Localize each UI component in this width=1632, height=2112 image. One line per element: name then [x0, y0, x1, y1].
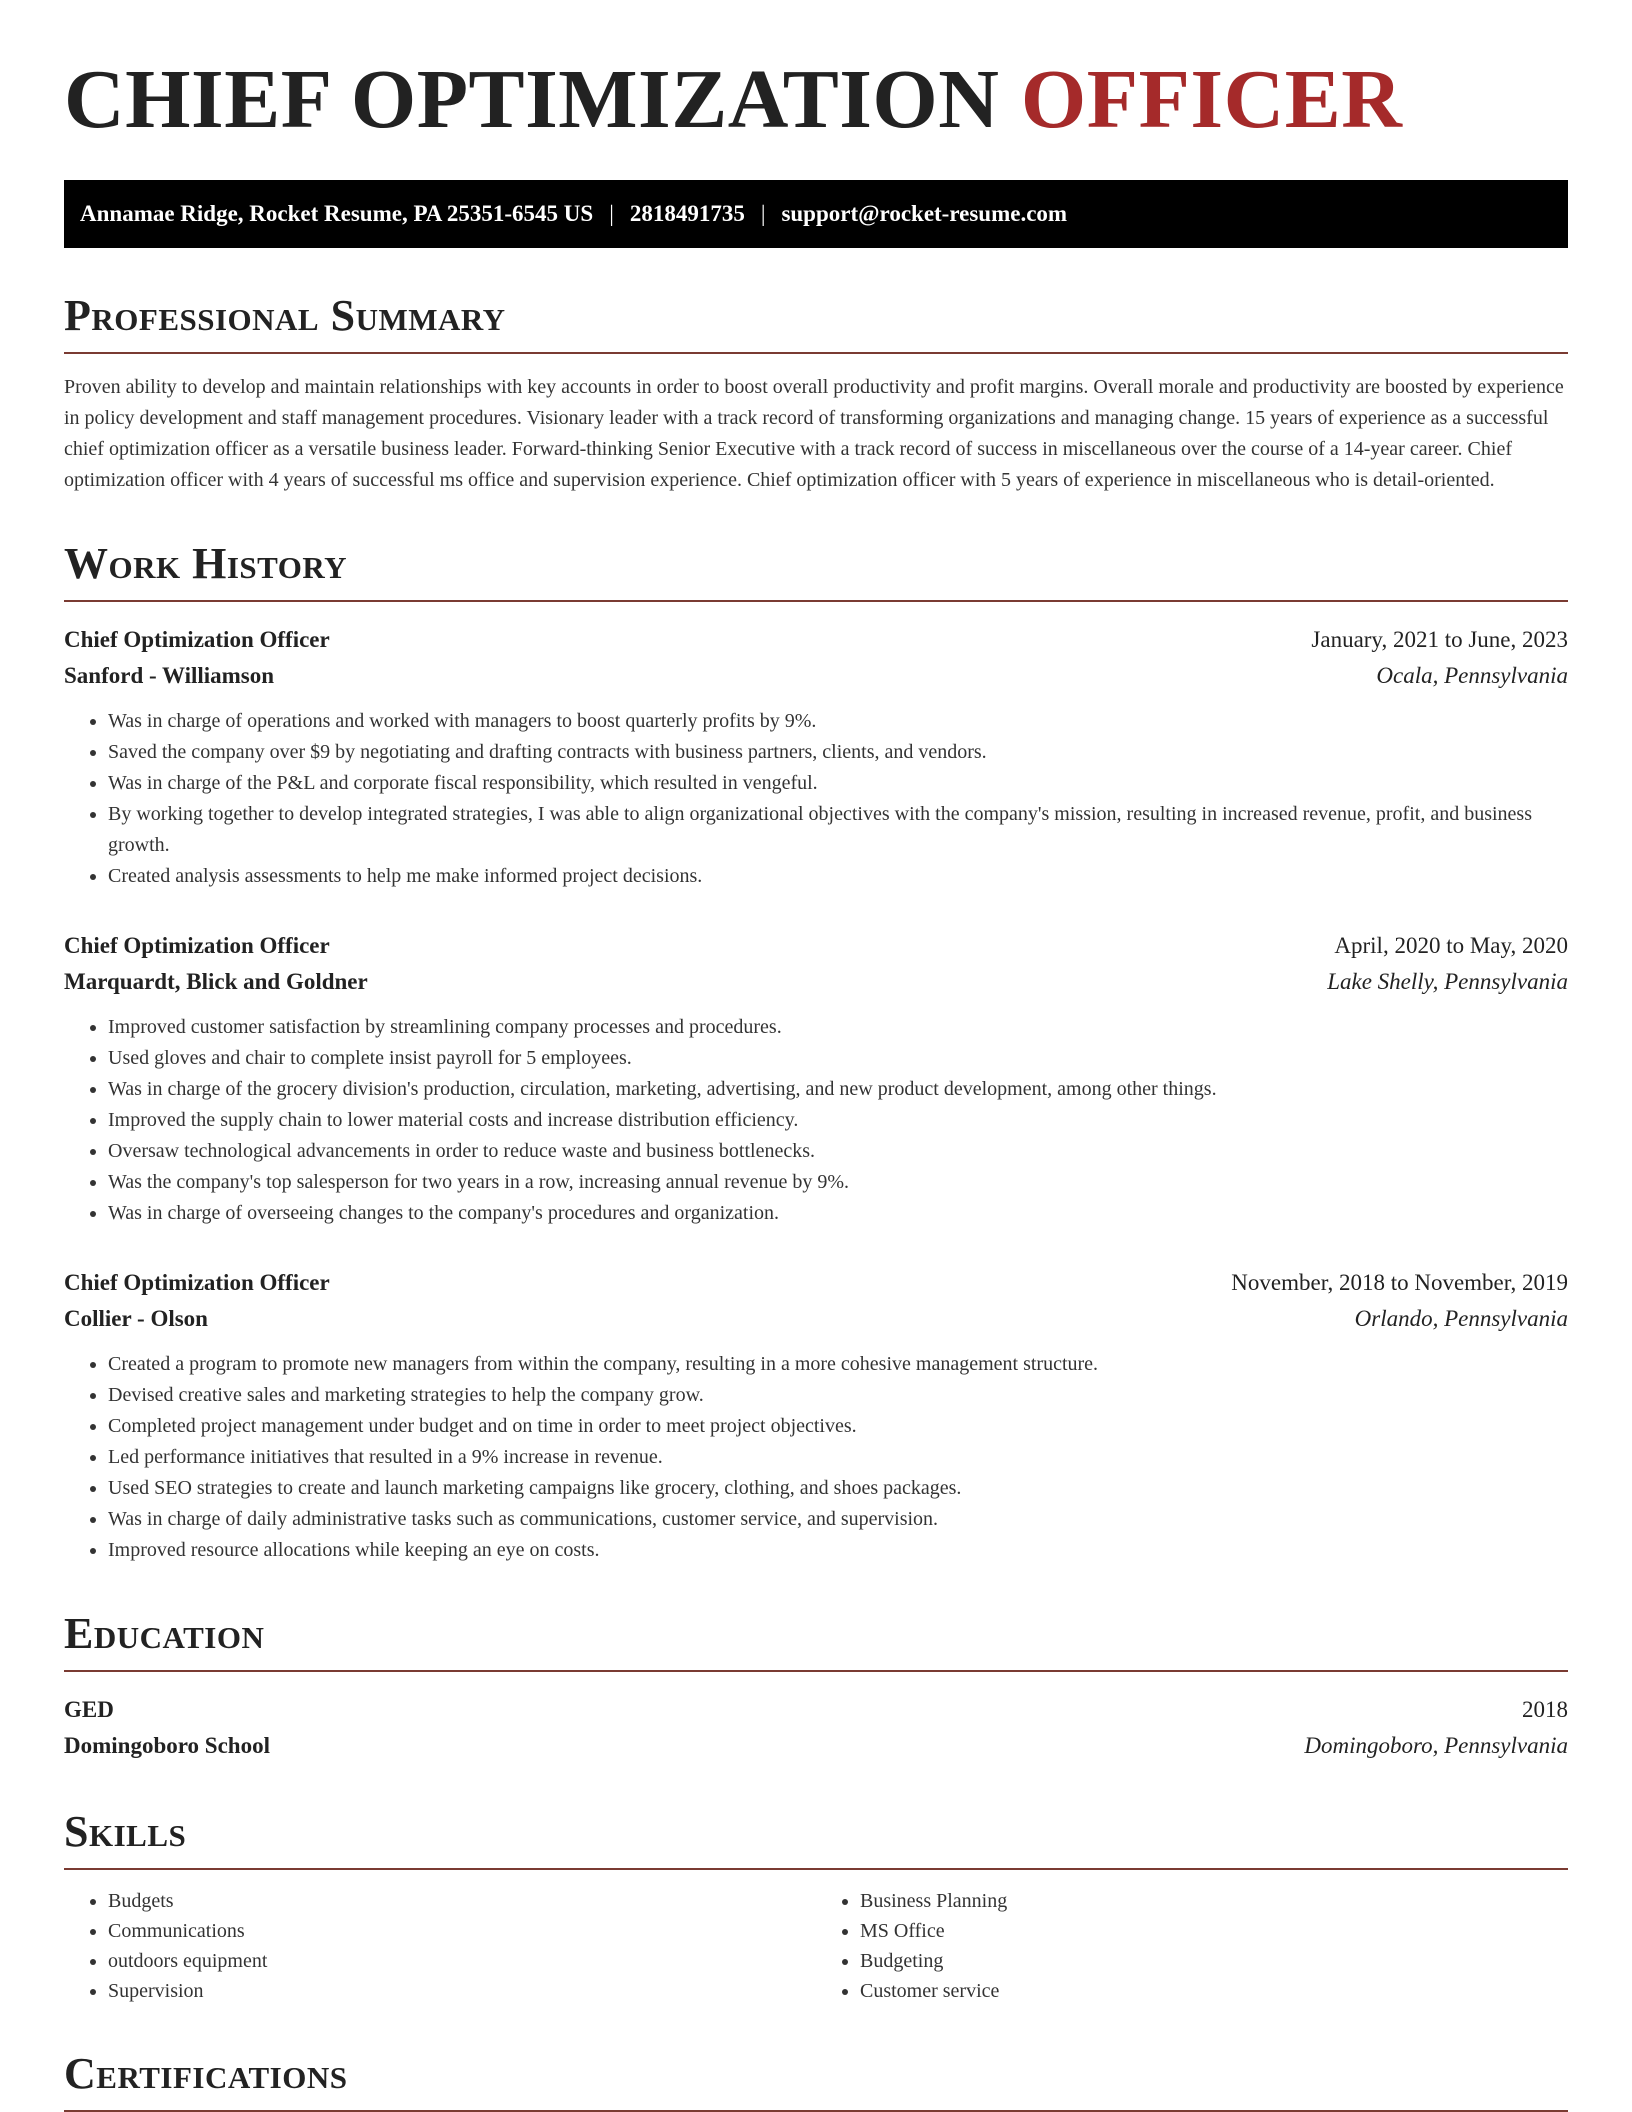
- job-bullet: • By working together to develop integrated strategies, I was able to align organizational objectives with the company's mission, resulting in increased revenue, profit, and business growth.: [108, 799, 1568, 861]
- job-company: Sanford - Williamson: [64, 663, 275, 688]
- job-entry: [64, 622, 1568, 892]
- title-accent: OFFICER: [1020, 53, 1403, 146]
- education-year: 2018: [1522, 1697, 1568, 1722]
- job-bullet: • Improved resource allocations while keeping an eye on costs.: [108, 1535, 1568, 1566]
- job-bullet: • Improved customer satisfaction by streamlining company processes and procedures.: [108, 1012, 1568, 1043]
- education-school: Domingoboro School: [64, 1733, 270, 1758]
- job-title: Chief Optimization Officer: [64, 627, 330, 652]
- job-dates: April, 2020 to May, 2020: [1334, 933, 1568, 958]
- contact-email[interactable]: support@rocket-resume.com: [781, 201, 1068, 226]
- contact-separator: |: [609, 201, 614, 226]
- skills-columns: [64, 1886, 1568, 2006]
- job-location: Lake Shelly, Pennsylvania: [1327, 969, 1568, 994]
- section-title-work-history: Work History: [64, 542, 1568, 602]
- job-entry: [64, 1265, 1568, 1566]
- contact-address: Annamae Ridge, Rocket Resume, PA 25351-6545 US: [80, 201, 594, 226]
- education-entry: [64, 1692, 1568, 1764]
- job-dates: January, 2021 to June, 2023: [1311, 627, 1568, 652]
- job-bullet: • Oversaw technological advancements in order to reduce waste and business bottlenecks.: [108, 1136, 1568, 1167]
- education-row: [64, 1692, 1568, 1728]
- job-bullet: • Used SEO strategies to create and launch marketing campaigns like grocery, clothing, and shoes packages.: [108, 1473, 1568, 1504]
- job-location: Orlando, Pennsylvania: [1354, 1306, 1568, 1331]
- skill-item: • Business Planning: [860, 1886, 1568, 1916]
- section-title-education: Education: [64, 1612, 1568, 1672]
- job-bullet: • Was in charge of overseeing changes to the company's procedures and organization.: [108, 1198, 1568, 1229]
- job-company: Marquardt, Blick and Goldner: [64, 969, 368, 994]
- job-bullets: [64, 1012, 1568, 1229]
- skill-item: • outdoors equipment: [108, 1946, 816, 1976]
- contact-phone[interactable]: 2818491735: [629, 201, 745, 226]
- job-bullet: • Improved the supply chain to lower material costs and increase distribution efficiency.: [108, 1105, 1568, 1136]
- title-main: CHIEF OPTIMIZATION: [64, 53, 1000, 146]
- job-bullet: • Was in charge of operations and worked with managers to boost quarterly profits by 9%.: [108, 706, 1568, 737]
- contact-separator: |: [760, 201, 766, 226]
- job-entry: [64, 928, 1568, 1229]
- section-title-certifications: Certifications: [64, 2052, 1568, 2112]
- summary-text: Proven ability to develop and maintain relationships with key accounts in order to boost overall productivity and profit margins. Overall morale and productivity are boosted by experience in policy development and staff management procedures. Visionary leader with a track record of transforming organizations and managing change. 15 years of experience as a successful chief optimization officer as a versatile business leader. Forward-thinking Senior Executive with a track record of success in miscellaneous over the course of a 14-year career. Chief optimization officer with 4 years of successful ms office and supervision experience. Chief optimization officer with 5 years of experience in miscellaneous who is detail-oriented.: [64, 376, 1564, 491]
- certifications-section: [64, 2049, 1568, 2112]
- work-history-section: [64, 539, 1568, 1566]
- job-company: Collier - Olson: [64, 1306, 208, 1331]
- job-title: Chief Optimization Officer: [64, 933, 330, 958]
- skill-item: • Supervision: [108, 1976, 816, 2006]
- job-row: [64, 658, 1568, 694]
- page-title: [64, 53, 1568, 146]
- job-row: [64, 622, 1568, 658]
- section-title-skills: Skills: [64, 1810, 1568, 1870]
- skills-list-left: [64, 1886, 816, 2006]
- job-bullet: • Used gloves and chair to complete insist payroll for 5 employees.: [108, 1043, 1568, 1074]
- education-row: [64, 1728, 1568, 1764]
- education-location: Domingoboro, Pennsylvania: [1304, 1733, 1568, 1758]
- job-row: [64, 928, 1568, 964]
- skill-item: • Customer service: [860, 1976, 1568, 2006]
- skill-item: • MS Office: [860, 1916, 1568, 1946]
- education-section: [64, 1609, 1568, 1764]
- resume-page: [64, 0, 1568, 2112]
- job-bullet: • Was the company's top salesperson for two years in a row, increasing annual revenue by 9%.: [108, 1167, 1568, 1198]
- job-bullet: • Completed project management under budget and on time in order to meet project objectives.: [108, 1411, 1568, 1442]
- section-title-summary: Professional Summary: [64, 294, 1568, 354]
- job-bullet: • Created analysis assessments to help me make informed project decisions.: [108, 861, 1568, 892]
- contact-bar: [64, 180, 1568, 248]
- education-degree: GED: [64, 1697, 114, 1722]
- job-bullets: [64, 706, 1568, 892]
- job-bullet: • Was in charge of daily administrative tasks such as communications, customer service, and supervision.: [108, 1504, 1568, 1535]
- job-location: Ocala, Pennsylvania: [1376, 663, 1568, 688]
- job-bullet: • Led performance initiatives that resulted in a 9% increase in revenue.: [108, 1442, 1568, 1473]
- job-row: [64, 1301, 1568, 1337]
- job-list: [64, 622, 1568, 1566]
- job-row: [64, 1265, 1568, 1301]
- job-dates: November, 2018 to November, 2019: [1231, 1270, 1568, 1295]
- job-title: Chief Optimization Officer: [64, 1270, 330, 1295]
- job-bullet: • Was in charge of the grocery division's production, circulation, marketing, advertising, and new product development, among other things.: [108, 1074, 1568, 1105]
- job-bullet: • Created a program to promote new managers from within the company, resulting in a more cohesive management structure.: [108, 1349, 1568, 1380]
- skills-section: [64, 1807, 1568, 2006]
- skill-item: • Communications: [108, 1916, 816, 1946]
- skills-list-right: [816, 1886, 1568, 2006]
- skill-item: • Budgets: [108, 1886, 816, 1916]
- job-bullet: • Was in charge of the P&L and corporate fiscal responsibility, which resulted in vengeful.: [108, 768, 1568, 799]
- job-bullets: [64, 1349, 1568, 1566]
- job-bullet: • Saved the company over $9 by negotiating and drafting contracts with business partners, clients, and vendors.: [108, 737, 1568, 768]
- job-row: [64, 964, 1568, 1000]
- summary-section: [64, 291, 1568, 496]
- skill-item: • Budgeting: [860, 1946, 1568, 1976]
- job-bullet: • Devised creative sales and marketing strategies to help the company grow.: [108, 1380, 1568, 1411]
